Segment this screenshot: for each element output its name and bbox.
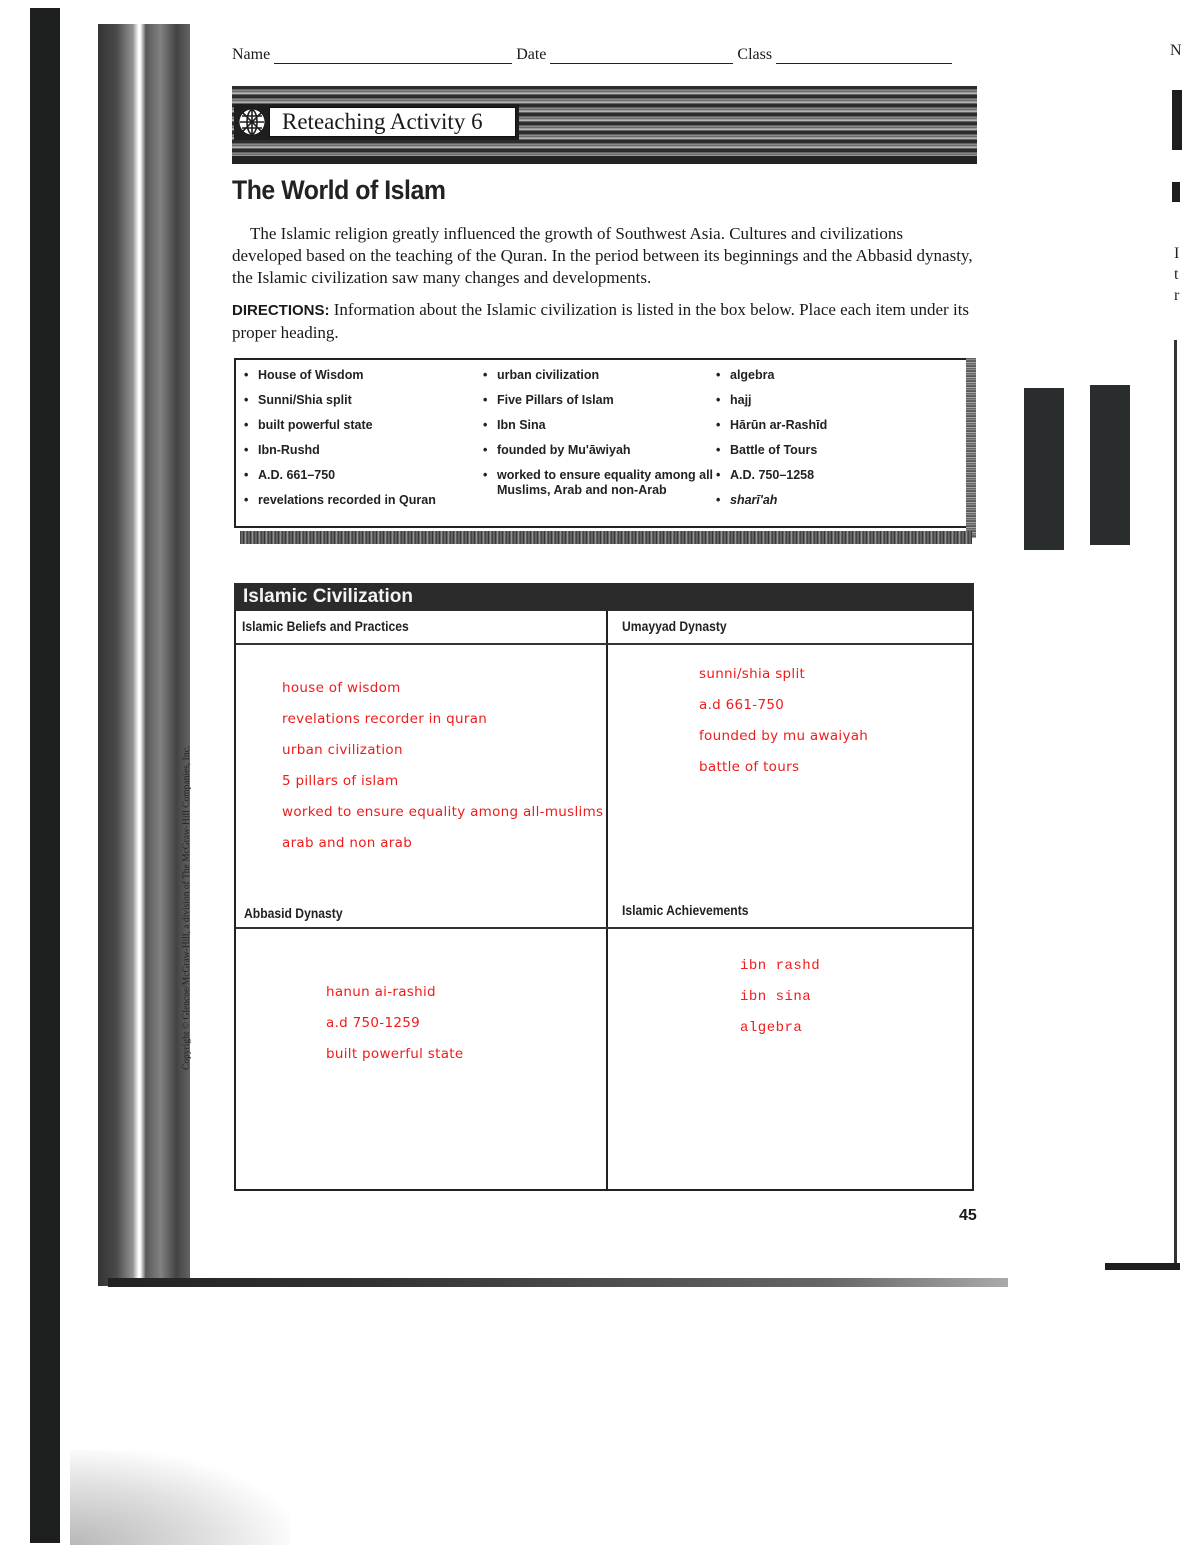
answers-beliefs-practices[interactable]: [282, 679, 603, 865]
answer-entry: ibn rashd: [740, 958, 821, 974]
grid-divider: [606, 611, 608, 1189]
word-bank-item: • worked to ensure equality among all Muslims, Arab and non-Arab: [483, 468, 718, 496]
answer-entry: revelations recorder in quran: [282, 711, 488, 727]
globe-icon: [237, 107, 267, 137]
word-bank-column-2: [483, 368, 718, 496]
organizer-grid: [234, 611, 974, 1191]
word-bank-item: • Ibn-Rushd: [244, 443, 436, 468]
word-bank-item: • Ibn Sina: [483, 418, 718, 443]
activity-title: Reteaching Activity 6: [269, 107, 516, 137]
heading-abbasid-dynasty: Abbasid Dynasty: [244, 906, 343, 921]
word-bank-item: • founded by Mu'āwiyah: [483, 443, 718, 468]
adjacent-page-rule: [1174, 340, 1177, 1270]
word-bank-item: • Sunni/Shia split: [244, 393, 436, 418]
scan-corner-shadow: [70, 1450, 290, 1545]
banner-rule: [232, 156, 977, 164]
grid-divider: [236, 643, 972, 645]
student-info-line: [232, 40, 977, 64]
heading-umayyad-dynasty: Umayyad Dynasty: [622, 619, 727, 634]
directions-paragraph: [232, 299, 977, 344]
adjacent-page-letter: r: [1174, 287, 1180, 304]
directions-label: DIRECTIONS:: [232, 302, 330, 319]
answer-entry: battle of tours: [699, 759, 800, 775]
side-tab-marker: [1024, 388, 1064, 550]
word-bank-item: • House of Wisdom: [244, 368, 436, 393]
intro-paragraph: The Islamic religion greatly influenced the growth of Southwest Asia. Cultures and civilizations developed based on the teaching of the Quran. In the period between its beginnings and the Abbasid dynasty, the Islamic civilization saw many changes and developments.: [232, 224, 973, 287]
word-bank-border-texture: [966, 358, 976, 538]
date-label: Date: [516, 46, 547, 63]
word-bank-column-1: [244, 368, 436, 518]
word-bank-item: • built powerful state: [244, 418, 436, 443]
adjacent-page-edge: [1100, 0, 1200, 1553]
organizer-title: Islamic Civilization: [234, 583, 974, 611]
adjacent-page-letter: t: [1174, 266, 1179, 283]
word-bank-item: • A.D. 661–750: [244, 468, 436, 493]
word-bank-item: • Battle of Tours: [716, 443, 827, 468]
date-field[interactable]: [550, 46, 733, 64]
worksheet-page: [232, 40, 977, 1224]
answer-entry: ibn sina: [740, 989, 812, 1005]
activity-label: [234, 104, 519, 140]
answer-entry: a.d 750-1259: [326, 1015, 421, 1031]
word-bank-item: • sharī'ah: [716, 493, 827, 518]
class-field[interactable]: [776, 46, 952, 64]
word-bank-border-texture: [240, 531, 972, 544]
word-bank-item: • revelations recorded in Quran: [244, 493, 436, 518]
copyright-notice: Copyright © Glencoe/McGraw-Hill, a division of The McGraw-Hill Companies, Inc.: [182, 745, 192, 1070]
answer-entry: a.d 661-750: [699, 697, 785, 713]
name-label: Name: [232, 46, 271, 63]
adjacent-page-letter: N: [1170, 42, 1182, 59]
answer-entry: built powerful state: [326, 1046, 464, 1062]
answer-entry: hanun ai-rashid: [326, 984, 436, 1000]
graphic-organizer: [234, 583, 974, 1191]
page-bottom-edge: [108, 1278, 1008, 1287]
adjacent-page-rule: [1105, 1263, 1180, 1270]
answer-entry: founded by mu awaiyah: [699, 728, 869, 744]
side-tab-marker: [1090, 385, 1130, 545]
word-bank-item: • algebra: [716, 368, 827, 393]
activity-banner: [232, 86, 977, 164]
word-bank-box: [234, 358, 970, 528]
answer-entry: algebra: [740, 1020, 803, 1036]
page-number: 45: [959, 1207, 977, 1224]
answers-islamic-achievements[interactable]: [740, 957, 820, 1050]
adjacent-page-bar: [1172, 90, 1182, 150]
grid-divider: [236, 927, 972, 929]
scan-edge-shadow: [30, 8, 60, 1543]
word-bank-item: • urban civilization: [483, 368, 718, 393]
answers-abbasid-dynasty[interactable]: [326, 983, 464, 1076]
answer-entry: house of wisdom: [282, 680, 401, 696]
answer-entry: 5 pillars of islam: [282, 773, 399, 789]
word-bank-item: • A.D. 750–1258: [716, 468, 827, 493]
heading-islamic-achievements: Islamic Achievements: [622, 903, 749, 918]
answer-entry: arab and non arab: [282, 835, 413, 851]
answer-entry: worked to ensure equality among all-muslims: [282, 804, 604, 820]
word-bank-item: • Five Pillars of Islam: [483, 393, 718, 418]
name-field[interactable]: [274, 46, 512, 64]
adjacent-page-bar: [1172, 182, 1180, 202]
book-binding-shadow: [98, 24, 190, 1286]
word-bank-column-3: [716, 368, 827, 518]
answers-umayyad-dynasty[interactable]: [699, 665, 868, 789]
heading-beliefs-practices: Islamic Beliefs and Practices: [242, 619, 409, 634]
word-bank-item: • Hārūn ar-Rashīd: [716, 418, 827, 443]
answer-entry: sunni/shia split: [699, 666, 806, 682]
answer-entry: urban civilization: [282, 742, 403, 758]
directions-text: Information about the Islamic civilization is listed in the box below. Place each item under its proper heading.: [232, 300, 970, 342]
adjacent-page-letter: I: [1174, 245, 1180, 262]
word-bank-item: • hajj: [716, 393, 827, 418]
worksheet-title: The World of Islam: [232, 175, 446, 205]
class-label: Class: [737, 46, 773, 63]
